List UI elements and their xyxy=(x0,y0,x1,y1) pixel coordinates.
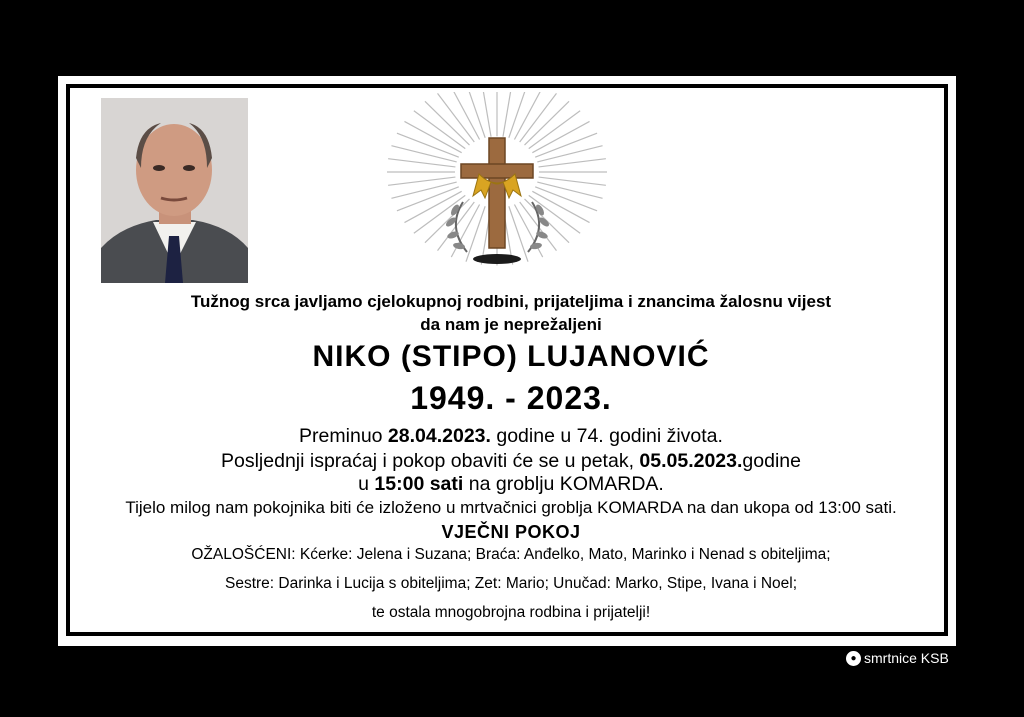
light-ray xyxy=(539,159,606,167)
mourners-line-3: te ostala mnogobrojna rodbina i prijatelji! xyxy=(371,604,651,621)
funeral-post: godine xyxy=(742,450,801,472)
time-pre: u xyxy=(358,473,375,495)
light-ray xyxy=(537,182,602,198)
mourners-line-2: Sestre: Darinka i Lucija s obiteljima; Zet: Mario; Unučad: Marko, Stipe, Ivana i Noel; xyxy=(224,575,798,592)
viewing-info: Tijelo milog nam pokojnika biti će izloženo u mrtvačnici groblja KOMARDA na dan ukopa od 13:00 sati. xyxy=(125,498,897,517)
cross-with-rays-icon xyxy=(385,92,610,272)
funeral-pre: Posljednji ispraćaj i pokop obaviti će se u petak, xyxy=(221,450,640,472)
light-ray xyxy=(466,206,485,261)
death-line xyxy=(66,425,956,448)
brand-logo xyxy=(846,650,949,666)
eternal-rest: VJEČNI POKOJ xyxy=(441,522,581,542)
light-ray xyxy=(451,92,479,140)
mourners-line-1: OŽALOŠĆENI: Kćerke: Jelena i Suzana; Braća: Anđelko, Mato, Marinko i Nenad s obiteljima; xyxy=(191,546,831,563)
person-silhouette-icon: ● xyxy=(846,651,861,666)
time-line xyxy=(66,473,956,496)
light-ray xyxy=(404,121,461,152)
funeral-date: 05.05.2023. xyxy=(639,450,743,472)
light-ray xyxy=(532,121,589,152)
light-ray xyxy=(388,177,455,185)
funeral-time: 15:00 sati xyxy=(374,473,464,495)
light-ray xyxy=(509,206,528,261)
light-ray xyxy=(520,93,557,142)
light-ray xyxy=(391,182,456,198)
intro-line-1: Tužnog srca javljamo cjelokupnoj rodbini, prijateljima i znancima žalosnu vijest xyxy=(190,292,832,311)
intro-line-2: da nam je neprežaljeni xyxy=(420,315,602,334)
light-ray xyxy=(539,177,606,185)
deceased-name: NIKO (STIPO) LUJANOVIĆ xyxy=(312,340,710,373)
death-date: 28.04.2023. xyxy=(387,425,491,447)
funeral-line xyxy=(66,450,956,473)
light-ray xyxy=(438,93,475,142)
light-ray xyxy=(514,92,542,140)
death-pre: Preminuo xyxy=(299,425,388,447)
time-post: na groblju KOMARDA. xyxy=(463,473,664,495)
light-ray xyxy=(391,146,456,162)
life-years: 1949. - 2023. xyxy=(410,380,612,416)
portrait-photo xyxy=(101,98,248,283)
brand-logo-text: smrtnice KSB xyxy=(864,650,949,666)
death-post: godine u 74. godini života. xyxy=(490,425,723,447)
light-ray xyxy=(388,159,455,167)
light-ray xyxy=(537,146,602,162)
